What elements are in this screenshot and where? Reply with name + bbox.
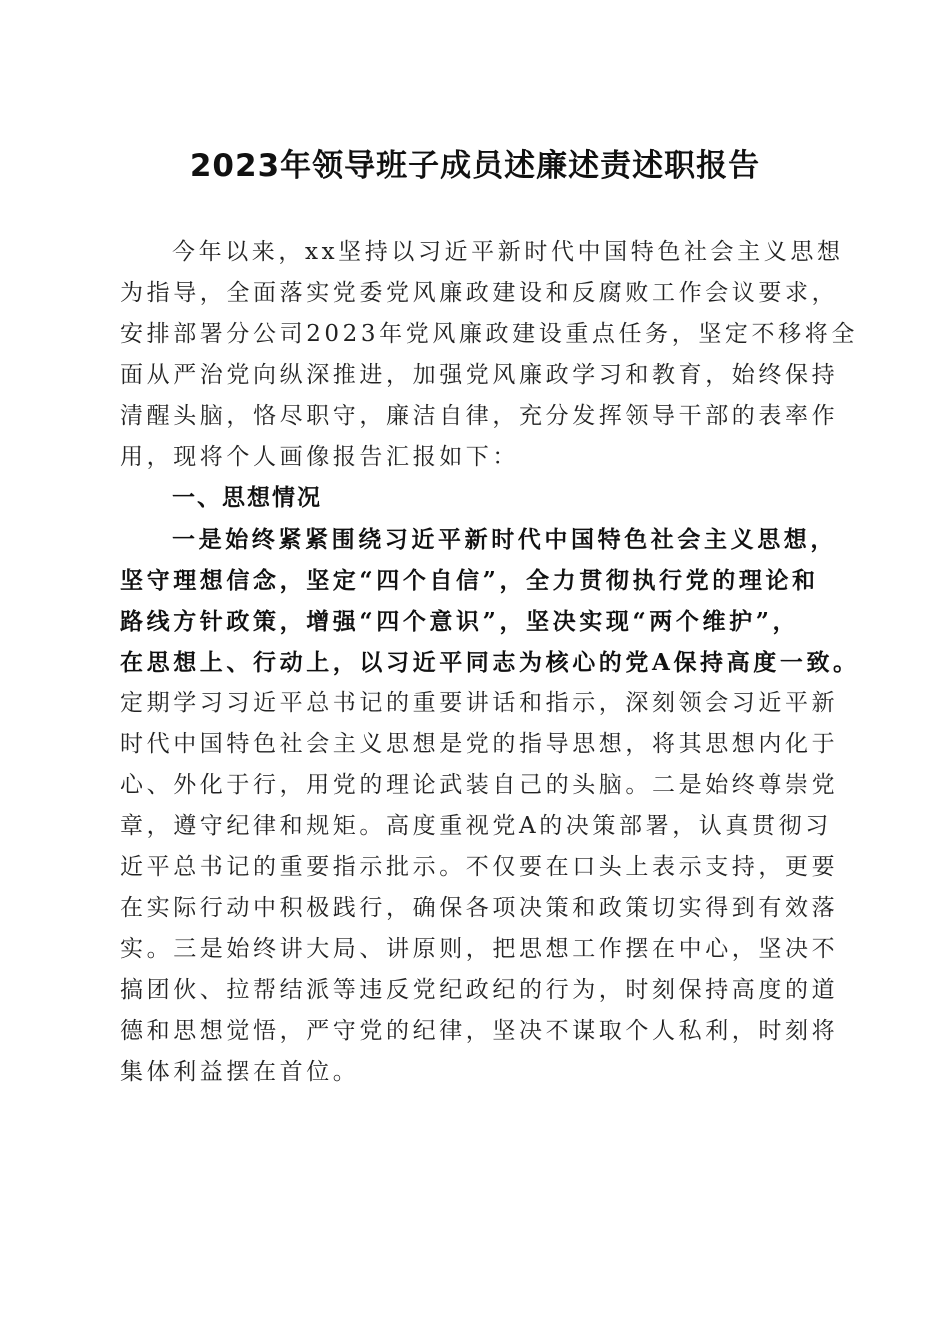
paragraph-line: 心、外化于行，用党的理论武装自己的头脑。二是始终尊崇党 — [120, 772, 839, 798]
section-heading: 一、思想情况 — [172, 485, 322, 511]
paragraph-line: 路线方针政策，增强“四个意识”，坚决实现“两个维护”， — [120, 608, 800, 635]
paragraph-line: 搞团伙、拉帮结派等违反党纪政纪的行为，时刻保持高度的道 — [120, 977, 839, 1003]
document-title: 2023年领导班子成员述廉述责述职报告 — [189, 148, 761, 184]
paragraph-line: 在实际行动中积极践行，确保各项决策和政策切实得到有效落 — [120, 895, 839, 921]
paragraph-line: 实。三是始终讲大局、讲原则，把思想工作摆在中心，坚决不 — [120, 936, 839, 962]
paragraph-line: 德和思想觉悟，严守党的纪律，坚决不谋取个人私利，时刻将 — [120, 1018, 839, 1044]
paragraph-line: 面从严治党向纵深推进，加强党风廉政学习和教育，始终保持 — [120, 362, 839, 388]
paragraph-line: 定期学习习近平总书记的重要讲话和指示，深刻领会习近平新 — [120, 690, 839, 716]
paragraph-line: 时代中国特色社会主义思想是党的指导思想，将其思想内化于 — [120, 731, 839, 757]
paragraph-line: 章，遵守纪律和规矩。高度重视党A的决策部署，认真贯彻习 — [120, 813, 832, 839]
paragraph-line: 近平总书记的重要指示批示。不仅要在口头上表示支持，更要 — [120, 854, 839, 880]
document-body — [120, 232, 860, 1093]
paragraph-line: 为指导，全面落实党委党风廉政建设和反腐败工作会议要求， — [120, 280, 839, 306]
paragraph-line: 一是始终紧紧围绕习近平新时代中国特色社会主义思想， — [172, 526, 837, 553]
paragraph-line: 清醒头脑，恪尽职守，廉洁自律，充分发挥领导干部的表率作 — [120, 403, 839, 429]
paragraph-line: 今年以来，xx坚持以习近平新时代中国特色社会主义思想 — [172, 239, 844, 265]
paragraph-line: 用，现将个人画像报告汇报如下： — [120, 444, 519, 470]
paragraph-line: 集体利益摆在首位。 — [120, 1059, 360, 1085]
paragraph-line: 在思想上、行动上，以习近平同志为核心的党A保持高度一致。 — [120, 649, 860, 676]
paragraph-line: 安排部署分公司2023年党风廉政建设重点任务，坚定不移将全 — [120, 321, 858, 347]
paragraph-line: 坚守理想信念，坚定“四个自信”，全力贯彻执行党的理论和 — [120, 567, 819, 594]
